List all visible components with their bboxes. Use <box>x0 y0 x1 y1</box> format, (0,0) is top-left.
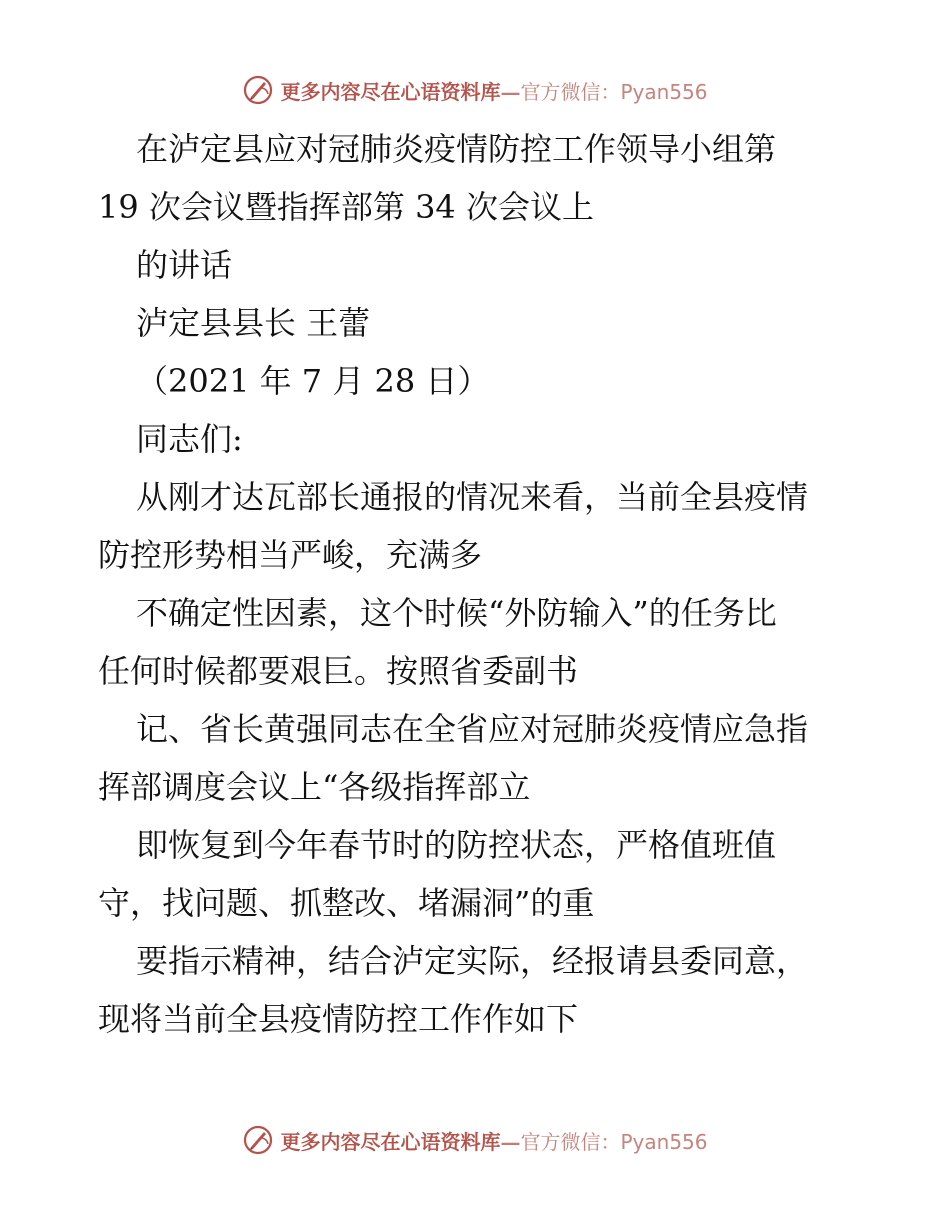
watermark-text <box>280 1126 707 1155</box>
quill-logo-icon <box>242 1124 274 1156</box>
body-line: 现将当前全县疫情防控工作作如下 <box>98 1000 579 1038</box>
body-line: 防控形势相当严峻，充满多 <box>98 536 483 574</box>
date-line: （2021 年 7 月 28 日） <box>136 362 490 400</box>
body-line: 不确定性因素，这个时候“外防输入”的任务比 <box>136 594 777 632</box>
quill-logo-icon <box>242 74 274 106</box>
watermark-separator: — <box>500 1129 521 1154</box>
body-line: 记、省长黄强同志在全省应对冠肺炎疫情应急指 <box>136 710 809 748</box>
watermark-wechat-label: 官方微信： <box>520 79 621 104</box>
body-line: 要指示精神，结合泸定实际，经报请县委同意， <box>136 942 809 980</box>
watermark-footer <box>0 1120 950 1160</box>
speaker-line: 泸定县县长 王蕾 <box>136 304 371 342</box>
document-body <box>98 120 858 1048</box>
body-line: 挥部调度会议上“各级指挥部立 <box>98 768 531 806</box>
watermark-site: 更多内容尽在心语资料库 <box>280 1129 501 1154</box>
watermark-separator: — <box>500 79 521 104</box>
body-line: 守，找问题、抓整改、堵漏洞”的重 <box>98 884 595 922</box>
body-line: 即恢复到今年春节时的防控状态，严格值班值 <box>136 826 777 864</box>
watermark-wechat-id: Pyan556 <box>620 79 708 104</box>
watermark-wechat-id: Pyan556 <box>620 1129 708 1154</box>
body-line: 从刚才达瓦部长通报的情况来看，当前全县疫情 <box>136 478 809 516</box>
title-line-1: 在泸定县应对冠肺炎疫情防控工作领导小组第 <box>136 130 777 168</box>
body-line: 任何时候都要艰巨。按照省委副书 <box>98 652 579 690</box>
title-line-3: 的讲话 <box>136 246 233 284</box>
watermark-header <box>0 70 950 110</box>
watermark-text <box>280 76 707 105</box>
watermark-site: 更多内容尽在心语资料库 <box>280 79 501 104</box>
title-line-2: 19 次会议暨指挥部第 34 次会议上 <box>98 188 594 226</box>
salutation-line: 同志们: <box>136 420 243 458</box>
watermark-wechat-label: 官方微信： <box>520 1129 621 1154</box>
